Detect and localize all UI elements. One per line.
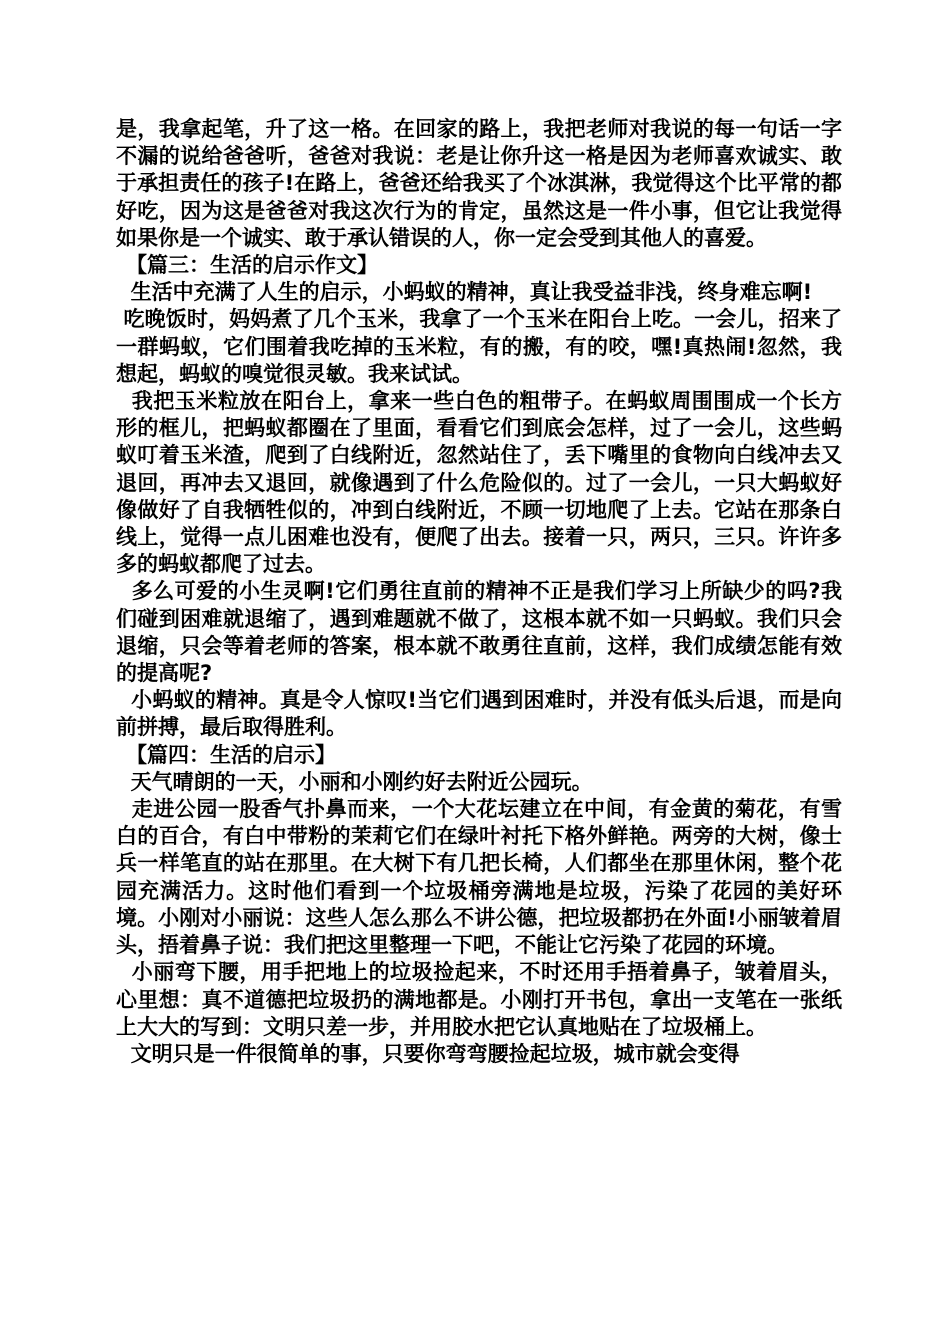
- paragraph-3: 吃晚饭时，妈妈煮了几个玉米，我拿了一个玉米在阳台上吃。一会儿，招来了一群蚂蚁，它们围着我吃掉的玉米粒，有的搬，有的咬，嘿!真热闹!忽然，我想起，蚂蚁的嗅觉很灵敏。我来试试。: [116, 307, 842, 386]
- paragraph-6: 小蚂蚁的精神。真是令人惊叹!当它们遇到困难时，并没有低头后退，而是向前拼搏，最后取得胜利。: [116, 688, 842, 740]
- paragraph-7: 天气晴朗的一天，小丽和小刚约好去附近公园玩。: [116, 769, 593, 794]
- paragraph-1: 是，我拿起笔，升了这一格。在回家的路上，我把老师对我说的每一句话一字不漏的说给爸爸听，爸爸对我说：老是让你升这一格是因为老师喜欢诚实、敢于承担责任的孩子!在路上，爸爸还给我买了个冰淇淋，我觉得这个比平常的都好吃，因为这是爸爸对我这次行为的肯定，虽然这是一件小事，但它让我觉得如果你是一个诚实、敢于承认错误的人，你一定会受到其他人的喜爱。: [116, 117, 842, 250]
- paragraph-8: 走进公园一股香气扑鼻而来，一个大花坛建立在中间，有金黄的菊花，有雪白的百合，有白中带粉的茉莉它们在绿叶衬托下格外鲜艳。两旁的大树，像士兵一样笔直的站在那里。在大树下有几把长椅，人们都坐在那里休闲，整个花园充满活力。这时他们看到一个垃圾桶旁满地是垃圾，污染了花园的美好环境。小刚对小丽说：这些人怎么那么不讲公德，把垃圾都扔在外面!小丽皱着眉头，捂着鼻子说：我们把这里整理一下吧，不能让它污染了花园的环境。: [116, 797, 842, 958]
- document-page: [116, 116, 842, 1068]
- paragraph-9: 小丽弯下腰，用手把地上的垃圾捡起来，不时还用手捂着鼻子，皱着眉头，心里想：真不道德把垃圾扔的满地都是。小刚打开书包，拿出一支笔在一张纸上大大的写到：文明只差一步，并用胶水把它认真地贴在了垃圾桶上。: [116, 960, 842, 1039]
- section-heading-4: 【篇四：生活的启示】: [126, 742, 336, 767]
- section-heading-3: 【篇三：生活的启示作文】: [126, 253, 378, 278]
- paragraph-10: 文明只是一件很简单的事，只要你弯弯腰捡起垃圾，城市就会变得: [116, 1041, 740, 1066]
- paragraph-4: 我把玉米粒放在阳台上，拿来一些白色的粗带子。在蚂蚁周围围成一个长方形的框儿，把蚂蚁都圈在了里面，看看它们到底会怎样，过了一会儿，这些蚂蚁叮着玉米渣，爬到了白线附近，忽然站住了，丢下嘴里的食物向白线冲去又退回，再冲去又退回，就像遇到了什么危险似的。过了一会儿，一只大蚂蚁好像做好了自我牺牲似的，冲到白线附近，不顾一切地爬了上去。它站在那条白线上，觉得一点儿困难也没有，便爬了出去。接着一只，两只，三只。许许多多的蚂蚁都爬了过去。: [116, 389, 842, 577]
- paragraph-5: 多么可爱的小生灵啊!它们勇往直前的精神不正是我们学习上所缺少的吗?我们碰到困难就退缩了，遇到难题就不做了，这根本就不如一只蚂蚁。我们只会退缩，只会等着老师的答案，根本就不敢勇往直前，这样，我们成绩怎能有效的提高呢?: [116, 579, 842, 686]
- paragraph-2: 生活中充满了人生的启示，小蚂蚁的精神，真让我受益非浅，终身难忘啊!: [116, 280, 813, 305]
